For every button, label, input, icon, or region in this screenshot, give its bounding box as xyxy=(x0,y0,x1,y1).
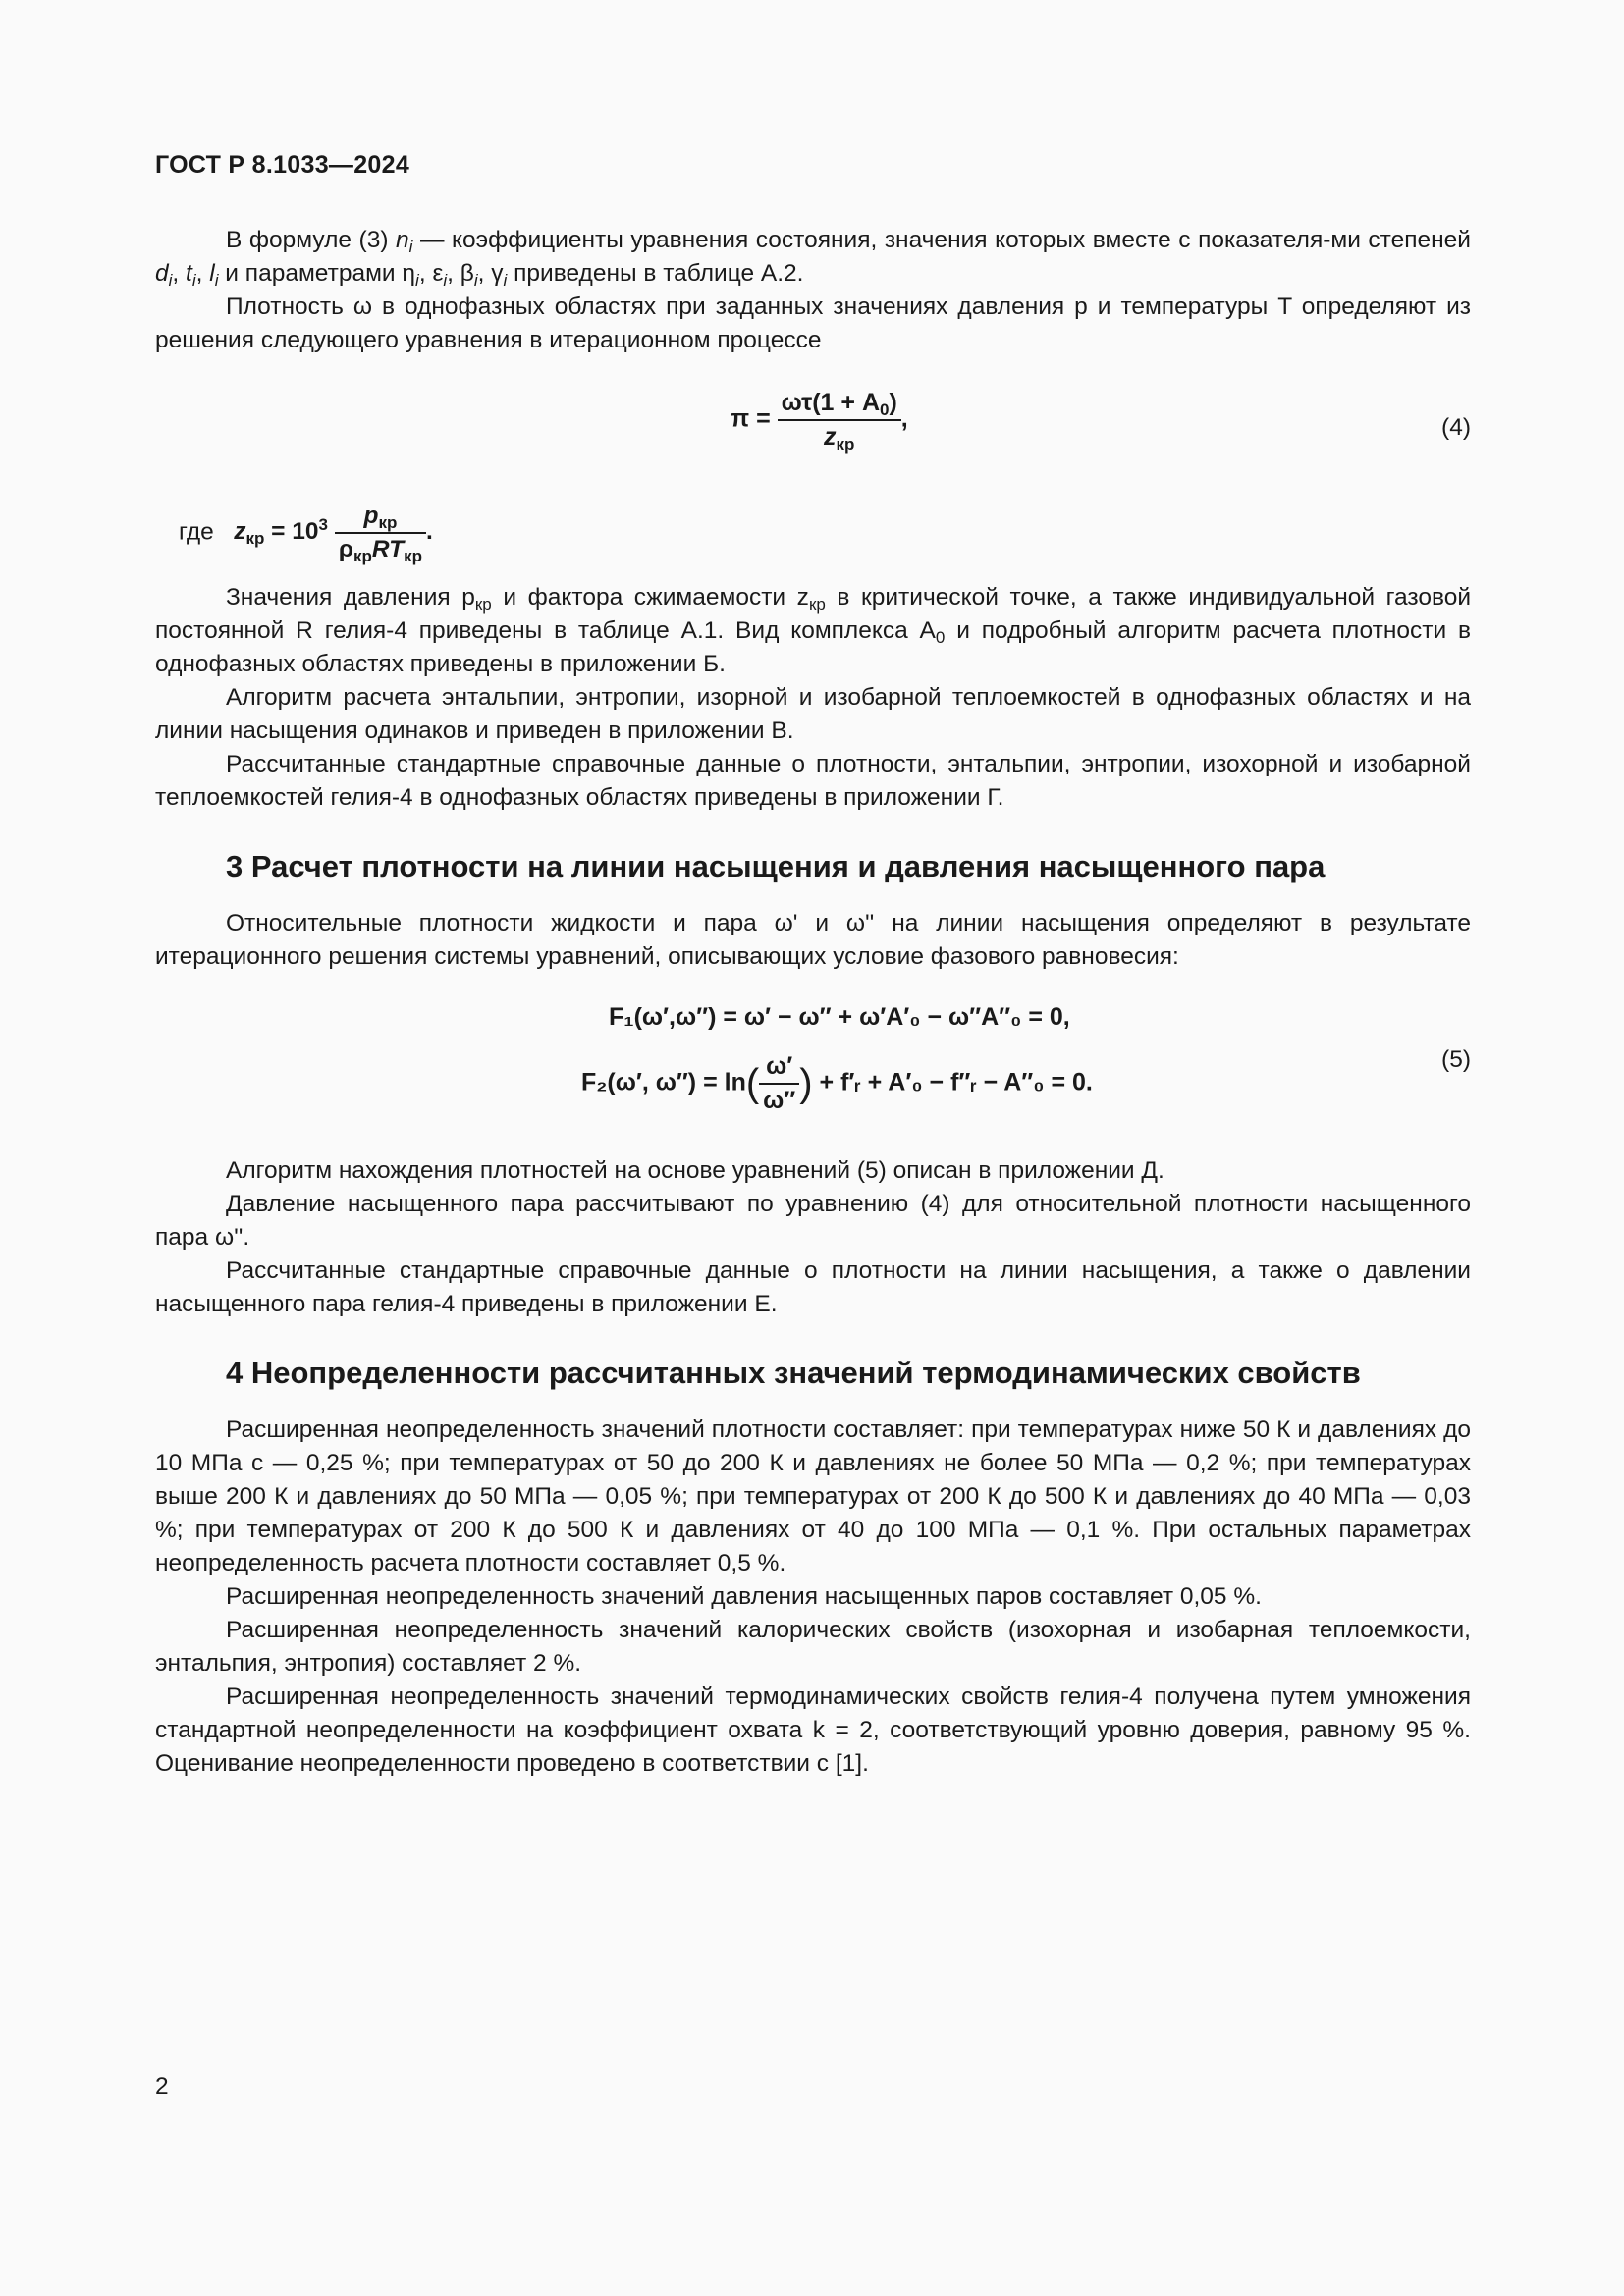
section-3-continued xyxy=(155,1154,1471,1321)
section-3-paragraph-1: Относительные плотности жидкости и пара ω' и ω'' на линии насыщения определяют в результате итерационного решения системы уравнений, описывающих условие фазового равновесия: xyxy=(155,910,1471,970)
paragraph-reference-data: Рассчитанные стандартные справочные данные о плотности, энтальпии, энтропии, изохорной и изобарной теплоемкостей гелия-4 в однофазных областях приведены в приложении Г. xyxy=(155,751,1471,811)
section-4-paragraph-4: Расширенная неопределенность значений термодинамических свойств гелия-4 получена путем умножения стандартной неопределенности на коэффициент охвата k = 2, соответствующий уровню доверия, равному 95 %. Оценивание неопределенности проведено в соответствии с [1]. xyxy=(155,1683,1471,1777)
section-4-paragraph-2: Расширенная неопределенность значений давления насыщенных паров составляет 0,05 %. xyxy=(226,1583,1262,1610)
formula-4: π = $\frac{\omega\tau(1 + A_0)}{z_{кр}}$ , xyxy=(731,389,908,454)
equation-number-5: (5) xyxy=(1441,1046,1471,1073)
section-4 xyxy=(155,1357,1471,1781)
section-4-paragraph-1: Расширенная неопределенность значений плотности составляет: при температурах ниже 50 К и давлениях до 10 МПа с — 0,25 %; при температурах от 50 до 200 К и давлениях не более 50 МПа — 0,2 %; при температурах выше 200 К и давлениях до 50 МПа — 0,05 %; при температурах от 200 К до 500 К и давлениях до 40 МПа — 0,03 %; при температурах от 200 К до 500 К и давлениях от 40 до 100 МПа — 0,1 %. При остальных параметрах неопределенность расчета плотности составляет 0,5 %. xyxy=(155,1416,1471,1576)
page-number: 2 xyxy=(155,2073,169,2100)
paragraph-coefficients: В формуле (3) $n_i$ — коэффициенты уравнения состояния, значения которых вместе с показателя-ми степеней $d_i$, $t_i$, $l_i$ и параметрами $\eta_i$, $\varepsilon_i$, $\beta_i$, $\gamma_i$ приведены в таблице А.2. xyxy=(155,227,1471,290)
formula-5-line-1: F₁(ω′,ω″) = ω′ − ω″ + ω′A′₀ − ω″A″₀ = 0, xyxy=(609,1003,1070,1031)
section-3 xyxy=(155,850,1471,974)
section-3-paragraph-3: Давление насыщенного пара рассчитывают по уравнению (4) для относительной плотности насыщенного пара ω''. xyxy=(155,1191,1471,1251)
section-3-title: 3 Расчет плотности на линии насыщения и давления насыщенного пара xyxy=(226,849,1326,883)
where-clause: где $z_{кр} = 10^3$ $\frac{p_{кр}}{\rho_{кр}RT_{кр}}$ . xyxy=(179,503,433,565)
document-header: ГОСТ Р 8.1033—2024 xyxy=(155,151,410,179)
paragraph-density-iteration: Плотность ω в однофазных областях при заданных значениях давления p и температуры T определяют из решения следующего уравнения в итерационном процессе xyxy=(155,294,1471,353)
section-4-paragraph-3: Расширенная неопределенность значений калорических свойств (изохорная и изобарная теплоемкости, энтальпия, энтропия) составляет 2 %. xyxy=(155,1617,1471,1677)
formula-5-line-2: F₂(ω′, ω″) = ln( $\frac{\omega'}{\omega''}$ ) + f′ᵣ + A′₀ − f″ᵣ − A″₀ = 0. xyxy=(581,1052,1093,1114)
critical-point-paragraphs xyxy=(155,581,1471,815)
section-4-title: 4 Неопределенности рассчитанных значений термодинамических свойств xyxy=(226,1356,1361,1390)
section-3-paragraph-2: Алгоритм нахождения плотностей на основе уравнений (5) описан в приложении Д. xyxy=(226,1157,1164,1184)
equation-number-4: (4) xyxy=(1441,414,1471,441)
intro-paragraphs xyxy=(155,224,1471,357)
paragraph-critical-values: Значения давления $p_{кр}$ и фактора сжимаемости $z_{кр}$ в критической точке, а также индивидуальной газовой постоянной R гелия-4 приведены в таблице А.1. Вид комплекса $A_0$ и подробный алгоритм расчета плотности в однофазных областях приведены в приложении Б. xyxy=(155,584,1472,677)
paragraph-enthalpy-algorithm: Алгоритм расчета энтальпии, энтропии, изорной и изобарной теплоемкостей в однофазных областях и на линии насыщения одинаков и приведен в приложении В. xyxy=(155,684,1471,744)
section-3-paragraph-4: Рассчитанные стандартные справочные данные о плотности на линии насыщения, а также о давлении насыщенного пара гелия-4 приведены в приложении Е. xyxy=(155,1257,1471,1317)
